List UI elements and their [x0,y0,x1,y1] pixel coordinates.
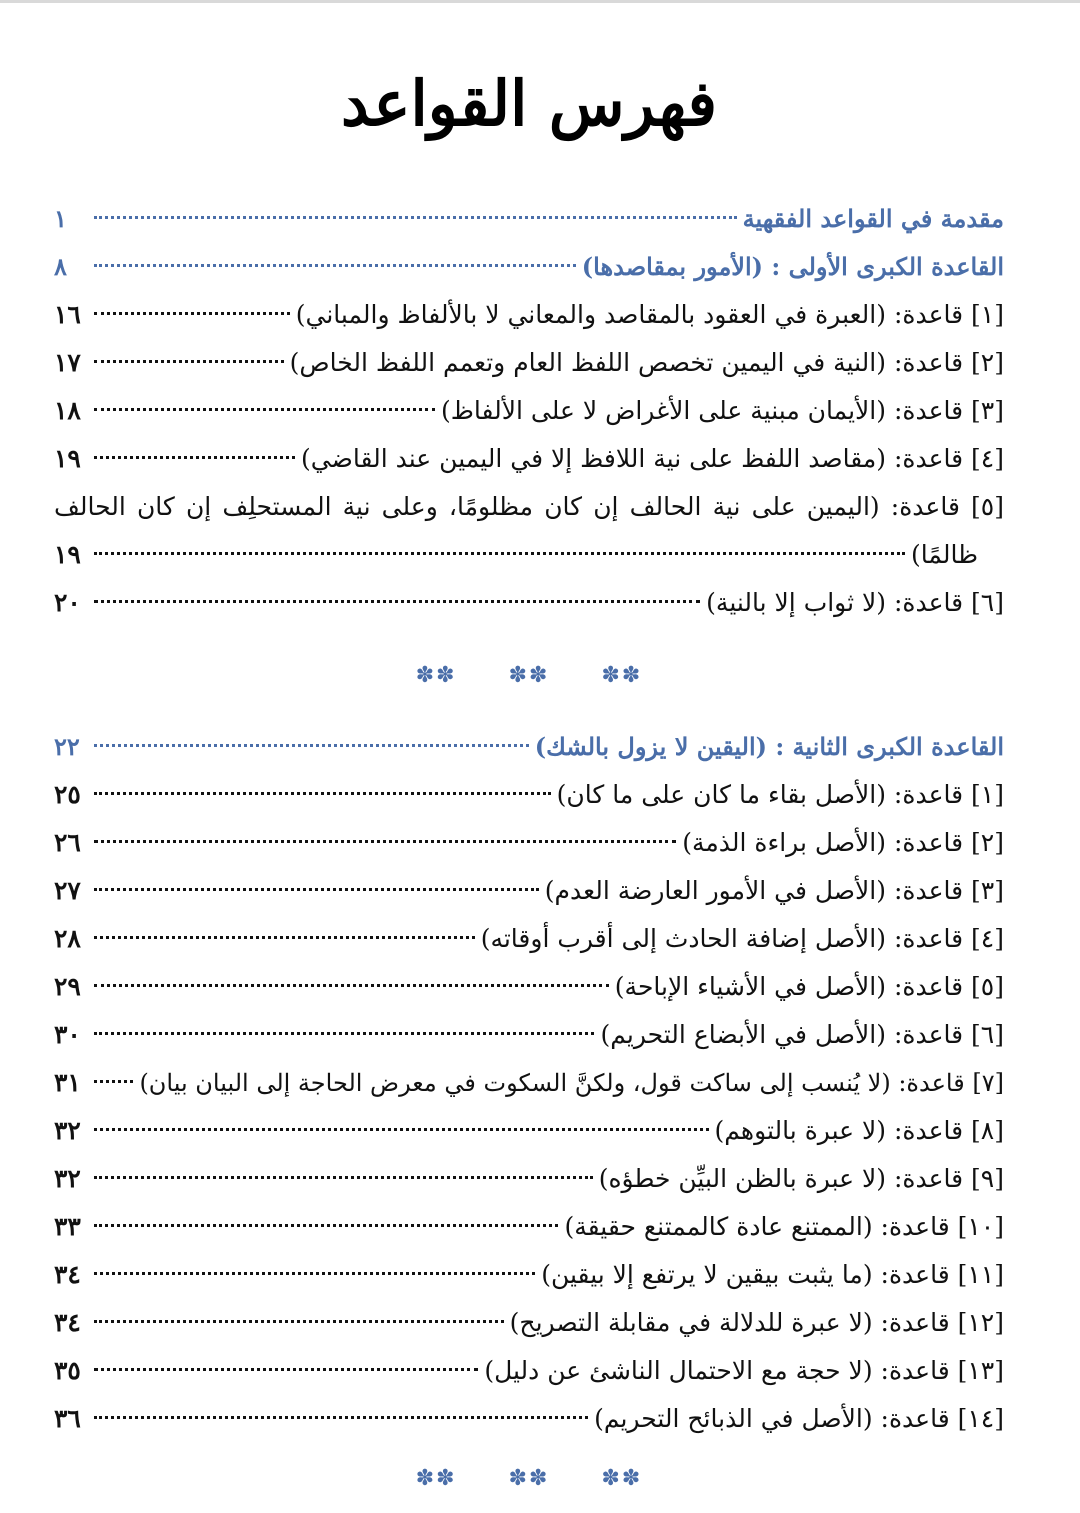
dot-leader [94,216,737,219]
page-number: ٣٢ [54,1164,81,1193]
entry-index: [٤] [971,924,1004,953]
page-number: ٣٠ [54,1020,81,1049]
entry-text: قاعدة: (الممتنع عادة كالممتنع حقيقة) [564,1212,950,1241]
entry-text: قاعدة: (الأصل في الأبضاع التحريم) [600,1020,964,1049]
entry-label [290,339,1004,387]
entry-label: مقدمة في القواعد الفقهية [742,204,1004,233]
dot-leader [94,1032,594,1035]
asterism-icon: ✽✽ [508,662,550,688]
dot-leader [94,744,529,747]
entry-text: قاعدة: (لا عبرة بالتوهم) [714,1116,964,1145]
entry-label [557,771,1004,819]
dot-leader [94,1368,478,1371]
entry-text: قاعدة: (الأصل في الذبائح التحريم) [594,1404,950,1433]
page-number: ٢٢ [54,732,80,761]
dot-leader [94,840,676,843]
toc-entry[interactable] [54,1107,1004,1155]
entry-index: [٧] [972,1069,1004,1097]
page-number: ٨ [54,252,67,281]
toc-entry[interactable] [54,771,1004,819]
page-number: ٣٦ [54,1404,81,1433]
entry-text: قاعدة: (الأصل في الأشياء الإباحة) [614,972,964,1001]
entry-label [682,819,1004,867]
entry-label [484,1347,1004,1395]
page-number: ٣٣ [54,1212,81,1241]
dot-leader [94,408,435,411]
entry-label [296,291,1004,339]
entry-label [599,1155,1004,1203]
page-number: ٢٨ [54,924,81,953]
asterism-icon: ✽✽ [415,662,457,688]
dot-leader [94,600,700,603]
page-number: ٢٠ [54,588,81,617]
toc-entry[interactable] [54,819,1004,867]
entry-index: [٥] [971,492,1004,521]
asterism-icon: ✽✽ [508,1465,550,1491]
toc-entry[interactable] [54,291,1004,339]
dot-leader [94,312,290,315]
entry-label [545,867,1004,915]
entry-text: قاعدة: (لا حجة مع الاحتمال الناشئ عن دليل) [484,1356,950,1385]
asterism-icon: ✽✽ [601,662,643,688]
entry-label [715,1107,1004,1155]
page-number: ١٩ [54,540,81,569]
entry-text: قاعدة: (لا عبرة بالظن البيِّن خطؤه) [598,1164,964,1193]
entry-label [139,1059,1004,1107]
page-number: ٣٤ [54,1260,81,1289]
toc-entry[interactable] [54,579,1004,627]
page-number: ٣١ [54,1068,81,1097]
toc-entry[interactable] [54,1011,1004,1059]
dot-leader [94,1080,133,1083]
entry-label [541,1251,1004,1299]
entry-text: قاعدة: (ما يثبت بيقين لا يرتفع إلا بيقين) [541,1260,950,1289]
page-number: ١٩ [54,444,81,473]
entry-index: [١] [971,780,1004,809]
entry-index: [٣] [971,396,1004,425]
entry-label [706,579,1004,627]
page-number: ٢٥ [54,780,81,809]
page-title: فهرس القواعد [341,67,717,140]
entry-label [481,915,1004,963]
page-number: ٢٩ [54,972,81,1001]
toc-entry[interactable] [54,387,1004,435]
dot-leader [94,360,284,363]
page-number: ٢٧ [54,876,81,905]
entry-text: قاعدة: (الأصل إضافة الحادث إلى أقرب أوقاته) [480,924,964,953]
entry-label [564,1203,1004,1251]
entry-text: قاعدة: (الأيمان مبنية على الأغراض لا على الألفاظ) [441,396,964,425]
toc-entry[interactable] [54,1155,1004,1203]
toc-entry[interactable] [54,1203,1004,1251]
toc-entry-intro[interactable] [54,195,1004,243]
dot-leader [94,1128,709,1131]
entry-text-continued: ظالمًا) [911,540,978,569]
entry-index: [٤] [971,444,1004,473]
entry-index: [٩] [971,1164,1004,1193]
dot-leader [94,1224,558,1227]
toc-entry-wrapped-line-2[interactable] [54,531,1004,579]
entry-text: قاعدة: (الأصل في الأمور العارضة العدم) [544,876,964,905]
entry-label [510,1299,1004,1347]
section-divider [54,1443,1004,1513]
entry-index: [١٢] [957,1308,1004,1337]
dot-leader [94,984,609,987]
toc-entry[interactable] [54,1347,1004,1395]
entry-text: قاعدة: (لا يُنسب إلى ساكت قول، ولكنَّ السكوت في معرض الحاجة إلى البيان بيان) [139,1069,965,1097]
toc-section-1[interactable] [54,243,1004,291]
asterism-icon: ✽✽ [601,1465,643,1491]
entry-index: [١] [971,300,1004,329]
page-number: ٣٥ [54,1356,81,1385]
page-number: ١٨ [54,396,81,425]
toc [54,195,1004,1513]
entry-text: قاعدة: (الأصل بقاء ما كان على ما كان) [556,780,964,809]
toc-entry[interactable] [54,339,1004,387]
toc-entry[interactable] [54,1395,1004,1443]
entry-index: [٢] [971,348,1004,377]
entry-text: قاعدة: (النية في اليمين تخصص اللفظ العام وتعمم اللفظ الخاص) [289,348,964,377]
entry-text: قاعدة: (الأصل براءة الذمة) [682,828,964,857]
dot-leader [94,456,295,459]
dot-leader [94,1176,593,1179]
dot-leader [94,936,475,939]
dot-leader [94,1320,504,1323]
section-label: القاعدة الكبرى الأولى : (الأمور بمقاصدها) [581,252,1004,281]
toc-entry-wrapped-line-1[interactable] [54,483,1004,531]
dot-leader [94,888,539,891]
page-number: ١٧ [54,348,81,377]
entry-index: [٣] [971,876,1004,905]
entry-index: [٦] [971,588,1004,617]
entry-text: قاعدة: (لا عبرة للدلالة في مقابلة التصريح) [509,1308,950,1337]
entry-text: قاعدة: (لا ثواب إلا بالنية) [706,588,964,617]
entry-text: قاعدة: (العبرة في العقود بالمقاصد والمعاني لا بالألفاظ والمباني) [295,300,964,329]
page-number: ٢٦ [54,828,81,857]
toc-entry[interactable] [54,1299,1004,1347]
entry-text: قاعدة: (مقاصد اللفظ على نية اللافظ إلا في اليمين عند القاضي) [301,444,964,473]
entry-label [594,1395,1004,1443]
page-number: ١ [54,204,67,233]
dot-leader [94,552,905,555]
page-number: ٣٤ [54,1308,81,1337]
entry-index: [١١] [957,1260,1004,1289]
page-number: ٣٢ [54,1116,81,1145]
dot-leader [94,1272,535,1275]
toc-entry[interactable] [54,1251,1004,1299]
section-label: القاعدة الكبرى الثانية : (اليقين لا يزول بالشك) [534,732,1004,761]
toc-section-2[interactable] [54,723,1004,771]
entry-label [441,387,1004,435]
entry-index: [١٤] [957,1404,1004,1433]
dot-leader [94,1416,588,1419]
page-number: ١٦ [54,300,81,329]
entry-label [615,963,1004,1011]
toc-entry[interactable] [54,435,1004,483]
entry-index: [٦] [971,1020,1004,1049]
toc-entry[interactable] [54,963,1004,1011]
entry-label [301,435,1004,483]
section-divider [54,627,1004,723]
entry-text: قاعدة: (اليمين على نية الحالف إن كان مظلومًا، وعلى نية المستحلِف إن كان الحالف [54,492,960,521]
toc-entry[interactable] [54,1059,1004,1107]
entry-index: [١٣] [957,1356,1004,1385]
entry-index: [٥] [971,972,1004,1001]
entry-label [600,1011,1004,1059]
entry-index: [١٠] [957,1212,1004,1241]
entry-index: [٨] [971,1116,1004,1145]
entry-index: [٢] [971,828,1004,857]
toc-entry[interactable] [54,915,1004,963]
toc-entry[interactable] [54,867,1004,915]
dot-leader [94,792,551,795]
dot-leader [94,264,576,267]
asterism-icon: ✽✽ [415,1465,457,1491]
